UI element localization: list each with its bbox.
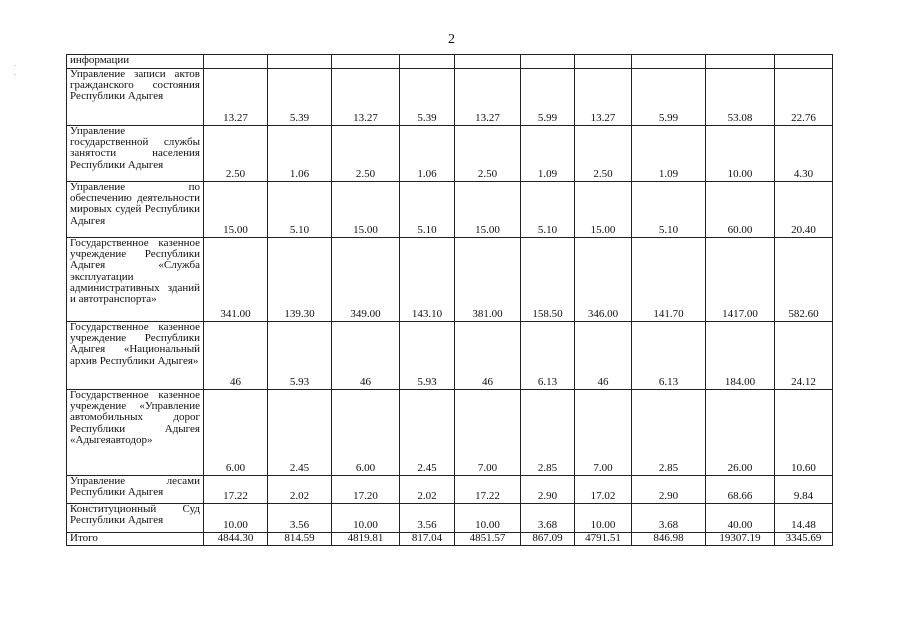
value-cell: 3.68: [632, 504, 706, 533]
value-cell: 13.27: [332, 69, 400, 126]
value-cell: 10.00: [332, 504, 400, 533]
value-cell: 5.93: [400, 322, 455, 390]
value-cell: 15.00: [575, 182, 632, 238]
value-cell: 2.50: [332, 126, 400, 182]
value-cell: 10.00: [706, 126, 775, 182]
value-cell: 6.00: [332, 390, 400, 476]
table-row: [67, 69, 833, 126]
value-cell: 1.09: [632, 126, 706, 182]
value-cell: 5.99: [521, 69, 575, 126]
value-cell: 10.00: [455, 504, 521, 533]
value-cell: 10.60: [775, 390, 833, 476]
value-cell: 24.12: [775, 322, 833, 390]
table-cell: [775, 55, 833, 69]
table-cell: [455, 55, 521, 69]
value-cell: 2.85: [632, 390, 706, 476]
value-cell: 60.00: [706, 182, 775, 238]
value-cell: 15.00: [455, 182, 521, 238]
total-value-cell: 846.98: [632, 533, 706, 546]
total-value-cell: 4791.51: [575, 533, 632, 546]
table-row: [67, 238, 833, 322]
table-row: [67, 504, 833, 533]
organization-name-cell: Управление лесами Республики Адыгея: [67, 476, 204, 504]
value-cell: 40.00: [706, 504, 775, 533]
value-cell: 4.30: [775, 126, 833, 182]
table-row: [67, 390, 833, 476]
value-cell: 3.68: [521, 504, 575, 533]
value-cell: 10.00: [204, 504, 268, 533]
value-cell: 2.90: [632, 476, 706, 504]
total-value-cell: 4819.81: [332, 533, 400, 546]
value-cell: 15.00: [204, 182, 268, 238]
value-cell: 46: [575, 322, 632, 390]
value-cell: 5.10: [400, 182, 455, 238]
table-cell: [204, 55, 268, 69]
table-cell: [268, 55, 332, 69]
value-cell: 349.00: [332, 238, 400, 322]
value-cell: 1417.00: [706, 238, 775, 322]
value-cell: 6.13: [521, 322, 575, 390]
value-cell: 2.90: [521, 476, 575, 504]
value-cell: 2.02: [268, 476, 332, 504]
page-number: 2: [448, 32, 455, 47]
value-cell: 7.00: [575, 390, 632, 476]
total-value-cell: 867.09: [521, 533, 575, 546]
table-cell: [575, 55, 632, 69]
total-value-cell: 4851.57: [455, 533, 521, 546]
value-cell: 2.45: [400, 390, 455, 476]
value-cell: 5.10: [268, 182, 332, 238]
value-cell: 68.66: [706, 476, 775, 504]
value-cell: 158.50: [521, 238, 575, 322]
value-cell: 143.10: [400, 238, 455, 322]
organization-name-cell: Управление записи актов гражданского состояния Республики Адыгея: [67, 69, 204, 126]
value-cell: 6.00: [204, 390, 268, 476]
value-cell: 17.22: [455, 476, 521, 504]
value-cell: 346.00: [575, 238, 632, 322]
value-cell: 2.02: [400, 476, 455, 504]
table-row: [67, 322, 833, 390]
total-label-cell: Итого: [67, 533, 204, 546]
budget-table: [66, 54, 833, 546]
total-value-cell: 814.59: [268, 533, 332, 546]
value-cell: 6.13: [632, 322, 706, 390]
value-cell: 582.60: [775, 238, 833, 322]
value-cell: 14.48: [775, 504, 833, 533]
value-cell: 2.50: [575, 126, 632, 182]
value-cell: 1.06: [268, 126, 332, 182]
organization-name-cell: Конституционный Суд Республики Адыгея: [67, 504, 204, 533]
value-cell: 46: [204, 322, 268, 390]
organization-name-cell: Государственное казенное учреждение Республики Адыгея «Национальный архив Республики Адыгея»: [67, 322, 204, 390]
value-cell: 46: [455, 322, 521, 390]
value-cell: 2.50: [455, 126, 521, 182]
value-cell: 2.50: [204, 126, 268, 182]
organization-name-cell: Управление по обеспечению деятельности мировых судей Республики Адыгея: [67, 182, 204, 238]
value-cell: 17.22: [204, 476, 268, 504]
table-row-total: [67, 533, 833, 546]
value-cell: 2.45: [268, 390, 332, 476]
organization-name-cell: Управление государственной службы занятости населения Республики Адыгея: [67, 126, 204, 182]
value-cell: 5.39: [268, 69, 332, 126]
table-cell: [521, 55, 575, 69]
value-cell: 10.00: [575, 504, 632, 533]
value-cell: 1.09: [521, 126, 575, 182]
value-cell: 20.40: [775, 182, 833, 238]
value-cell: 5.10: [521, 182, 575, 238]
value-cell: 46: [332, 322, 400, 390]
value-cell: 5.39: [400, 69, 455, 126]
value-cell: 139.30: [268, 238, 332, 322]
value-cell: 5.10: [632, 182, 706, 238]
value-cell: 9.84: [775, 476, 833, 504]
value-cell: 1.06: [400, 126, 455, 182]
value-cell: 53.08: [706, 69, 775, 126]
table-cell: [632, 55, 706, 69]
value-cell: 5.99: [632, 69, 706, 126]
table-cell: [332, 55, 400, 69]
value-cell: 5.93: [268, 322, 332, 390]
organization-name-cell: Государственное казенное учреждение Республики Адыгея «Служба эксплуатации административных зданий и автотранспорта»: [67, 238, 204, 322]
table-cell: [400, 55, 455, 69]
organization-name-cell: Государственное казенное учреждение «Управление автомобильных дорог Республики Адыгея «Адыгеяавтодор»: [67, 390, 204, 476]
value-cell: 22.76: [775, 69, 833, 126]
total-value-cell: 3345.69: [775, 533, 833, 546]
table-row: [67, 126, 833, 182]
value-cell: 381.00: [455, 238, 521, 322]
value-cell: 13.27: [575, 69, 632, 126]
value-cell: 2.85: [521, 390, 575, 476]
value-cell: 17.20: [332, 476, 400, 504]
value-cell: 184.00: [706, 322, 775, 390]
value-cell: 7.00: [455, 390, 521, 476]
table-row: [67, 476, 833, 504]
value-cell: 141.70: [632, 238, 706, 322]
value-cell: 15.00: [332, 182, 400, 238]
total-value-cell: 817.04: [400, 533, 455, 546]
value-cell: 341.00: [204, 238, 268, 322]
value-cell: 3.56: [268, 504, 332, 533]
value-cell: 3.56: [400, 504, 455, 533]
margin-marks: · ·: [14, 62, 17, 79]
total-value-cell: 19307.19: [706, 533, 775, 546]
value-cell: 13.27: [455, 69, 521, 126]
header-fragment-cell: информации: [67, 55, 204, 69]
table-row-header-fragment: [67, 55, 833, 69]
value-cell: 13.27: [204, 69, 268, 126]
total-value-cell: 4844.30: [204, 533, 268, 546]
value-cell: 26.00: [706, 390, 775, 476]
table-cell: [706, 55, 775, 69]
value-cell: 17.02: [575, 476, 632, 504]
table-row: [67, 182, 833, 238]
